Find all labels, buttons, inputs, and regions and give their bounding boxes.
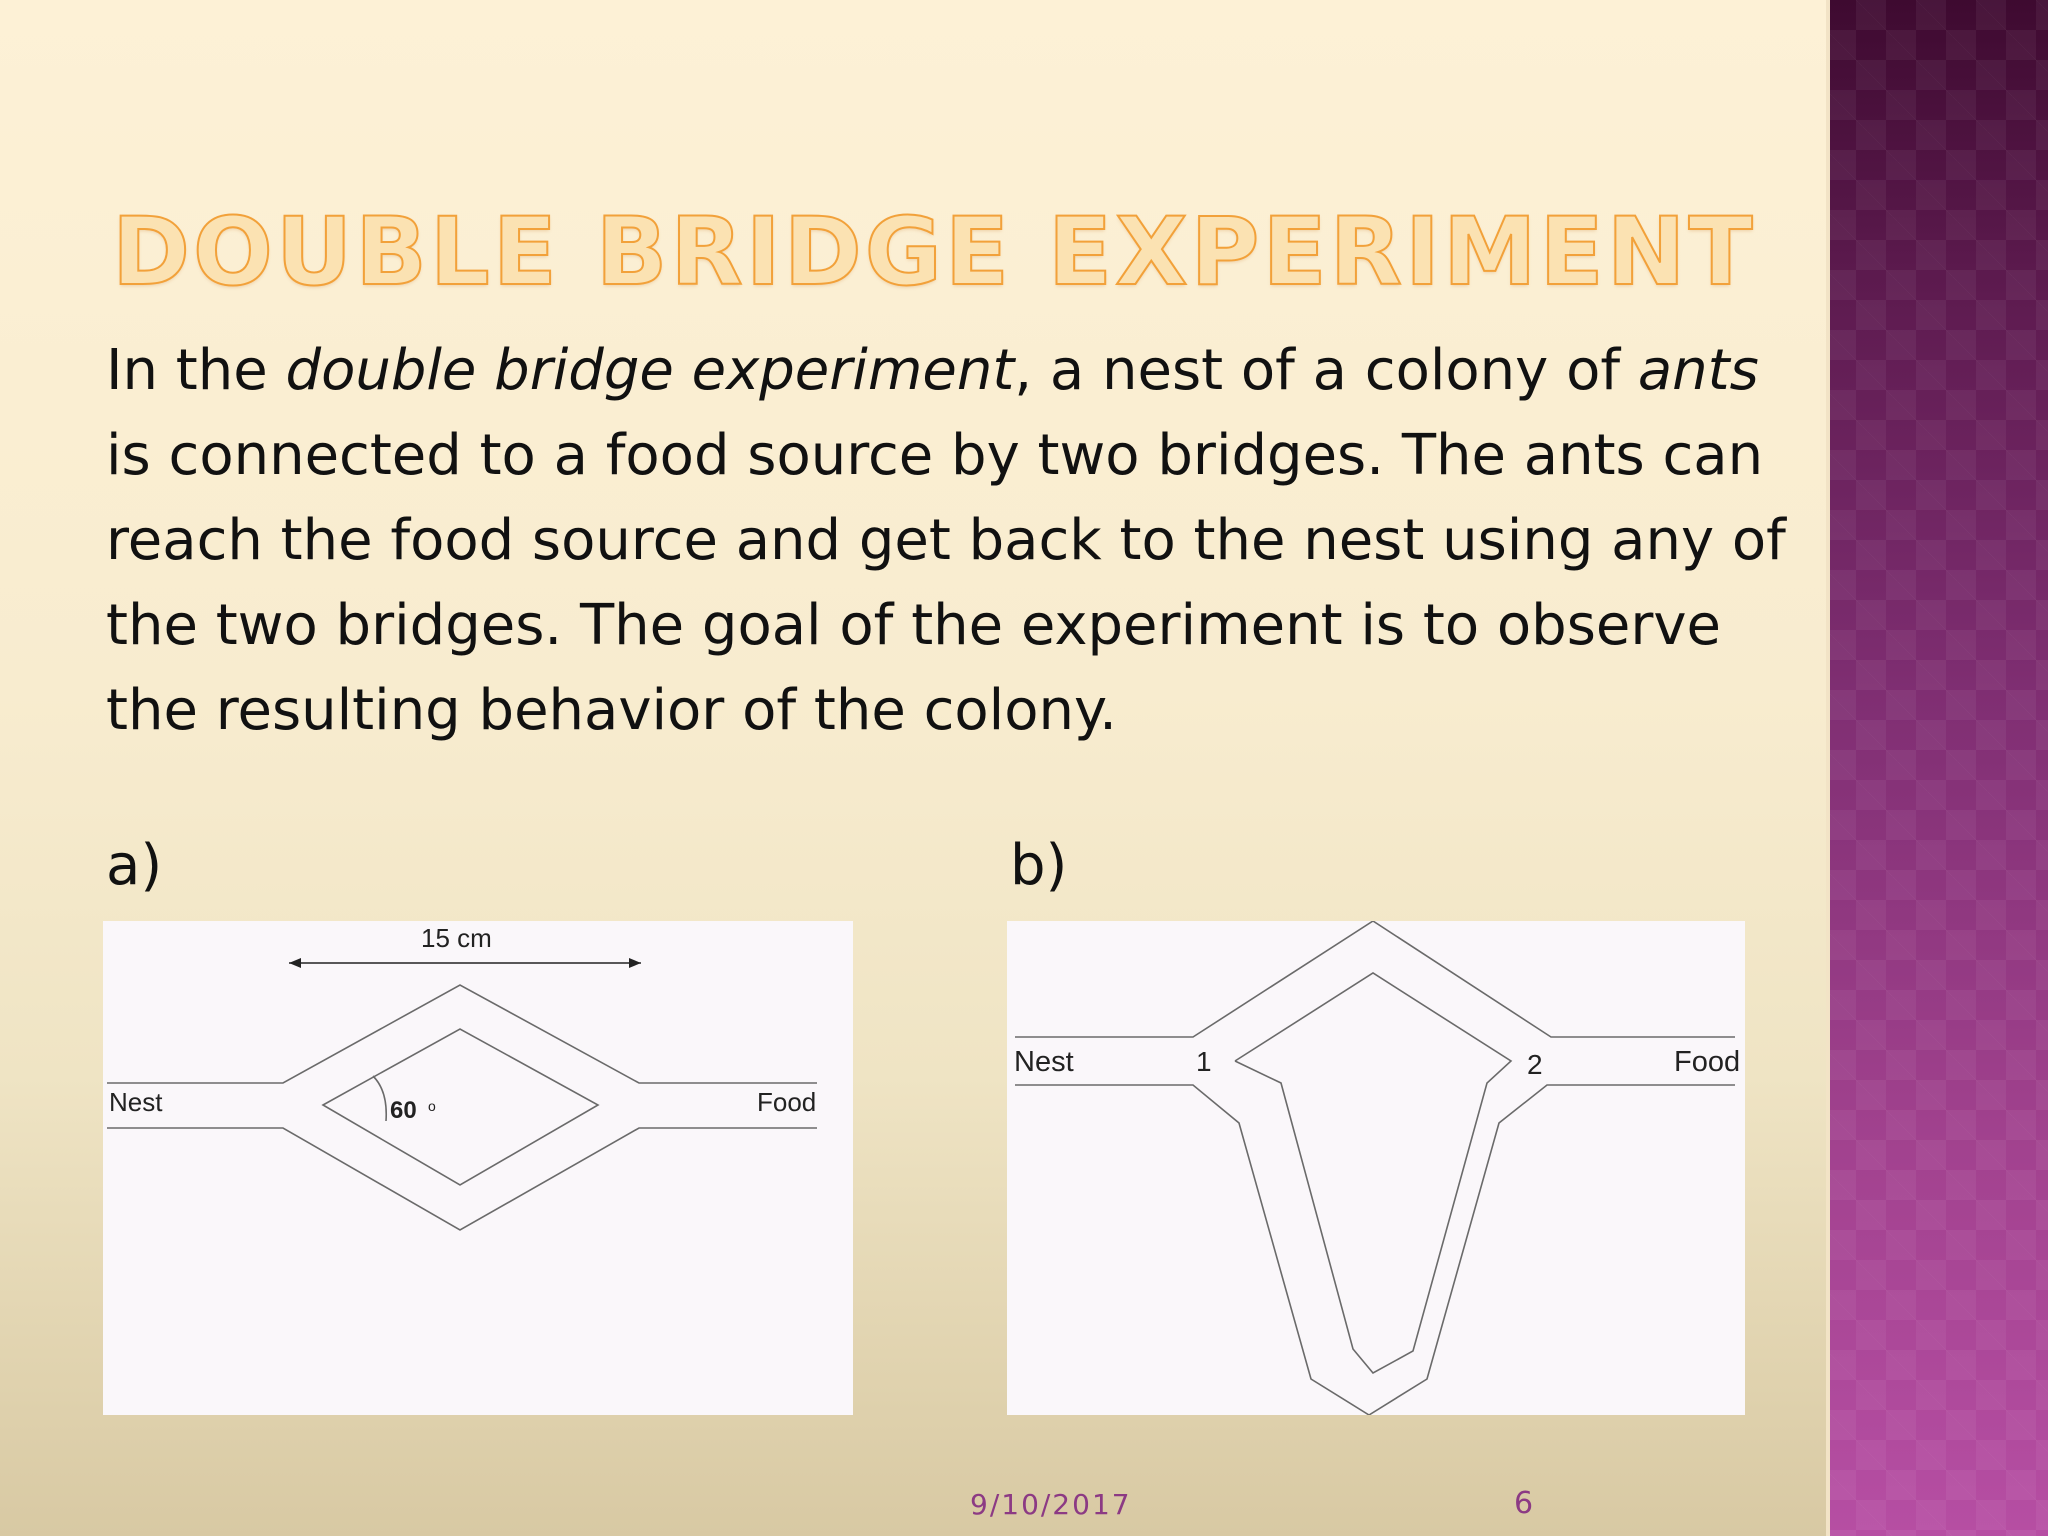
body-text-2: , a nest of a colony of xyxy=(1014,338,1638,403)
body-text-3: is connected to a food source by two bridges. The ants can reach the food source and get back to the nest using any of the two bridges. The goal of the experiment is to observe the resulting behavior of the colony. xyxy=(106,423,1786,743)
bridge-upper-outer xyxy=(107,985,817,1083)
page-number: 6 xyxy=(1514,1486,1534,1521)
slide-title: DOUBLE BRIDGE EXPERIMENT xyxy=(112,198,1756,307)
figure-a-svg xyxy=(103,921,853,1415)
branch-1-label: 1 xyxy=(1196,1046,1212,1077)
decorative-side-band xyxy=(1826,0,2048,1536)
diamond-pattern xyxy=(1826,0,2048,1536)
bridge-lower-outer xyxy=(107,1128,817,1230)
figure-a-label: a) xyxy=(106,833,163,898)
body-emphasis-ants: ants xyxy=(1637,338,1759,403)
figure-a-diagram xyxy=(103,921,853,1415)
food-label: Food xyxy=(1674,1046,1741,1078)
side-band-edge xyxy=(1826,0,1830,1536)
arrowhead-right xyxy=(629,958,641,968)
figure-b-svg xyxy=(1007,921,1745,1415)
figure-b-diagram xyxy=(1007,921,1745,1415)
bridge-inner-loop xyxy=(1235,973,1511,1373)
bridge-long-outer xyxy=(1015,1085,1735,1415)
bridge-short-outer xyxy=(1015,921,1735,1037)
figure-b-label: b) xyxy=(1010,833,1068,898)
bridge-inner-diamond xyxy=(323,1029,598,1185)
food-label: Food xyxy=(757,1087,817,1117)
degree-symbol: o xyxy=(428,1098,436,1114)
body-emphasis-experiment: double bridge experiment xyxy=(285,338,1015,403)
distance-label: 15 cm xyxy=(421,923,492,953)
body-paragraph xyxy=(106,328,1806,753)
branch-2-label: 2 xyxy=(1527,1049,1543,1080)
body-text-1: In the xyxy=(106,338,286,403)
angle-label: 60 xyxy=(390,1097,417,1124)
angle-arc xyxy=(373,1076,386,1121)
arrowhead-left xyxy=(289,958,301,968)
footer-date: 9/10/2017 xyxy=(970,1488,1132,1521)
nest-label: Nest xyxy=(109,1087,163,1117)
nest-label: Nest xyxy=(1014,1046,1074,1078)
